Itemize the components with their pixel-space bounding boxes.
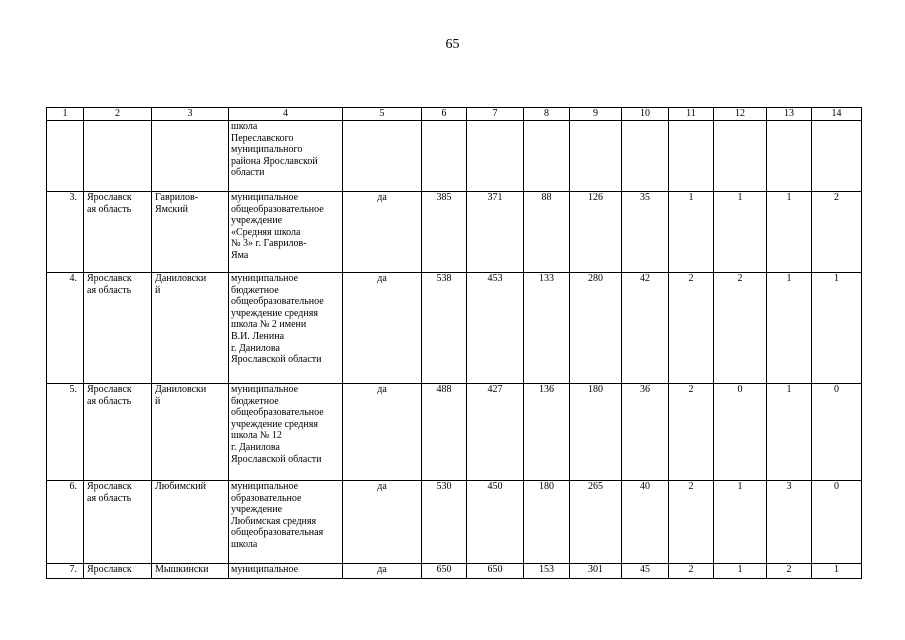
cell-col7: 453 [467,273,524,384]
cell-col13: 1 [767,273,812,384]
cell-flag: да [343,481,422,564]
cell-line: общеобразовательная [231,527,324,539]
cell-number: 5. [47,384,84,481]
cell-number: 3. [47,192,84,273]
cell-col6: 538 [422,273,467,384]
cell-col9: 280 [570,273,622,384]
cell-col11: 2 [669,564,714,579]
cell-line: Гаврилов- [155,192,199,203]
header-cell-2: 2 [84,108,152,121]
cell-line: г. Данилова [231,342,280,354]
cell-col11: 2 [669,384,714,481]
cell-line: образовательное [231,492,302,504]
cell-line: ая область [87,395,132,407]
cell-flag: да [343,384,422,481]
cell-line: «Средняя школа [231,226,301,238]
cell-col8: 88 [524,192,570,273]
cell-line: общеобразовательное [231,407,324,419]
header-cell-9: 9 [570,108,622,121]
cell-line: Ярославск [87,481,132,492]
page-number: 65 [445,37,460,52]
cell-name [229,481,343,564]
cell-col6 [422,121,467,192]
cell-line: ая область [87,492,132,504]
cell-line: муниципальное [231,273,299,284]
cell-number: 7. [47,564,84,579]
cell-line: школа [231,538,258,550]
cell-col7: 450 [467,481,524,564]
cell-number: 4. [47,273,84,384]
cell-col13: 1 [767,192,812,273]
cell-line: учреждение [231,504,283,516]
cell-district [152,273,229,384]
table-row [47,121,862,192]
cell-flag: да [343,564,422,579]
header-cell-10: 10 [622,108,669,121]
cell-col9: 301 [570,564,622,579]
header-cell-6: 6 [422,108,467,121]
cell-line: Даниловски [155,384,207,395]
table-row [47,192,862,273]
cell-line: муниципальное [231,192,299,203]
cell-district [152,564,229,579]
cell-col7: 427 [467,384,524,481]
cell-line: района Ярославской [231,155,318,167]
cell-line: № 3» г. Гаврилов- [231,238,307,250]
cell-col10: 35 [622,192,669,273]
cell-line: й [155,284,161,296]
cell-col6: 488 [422,384,467,481]
cell-name [229,564,343,579]
cell-col10: 36 [622,384,669,481]
cell-line: Ямский [155,203,188,215]
cell-line: Ярославск [87,273,132,284]
cell-region [84,192,152,273]
cell-name [229,384,343,481]
cell-col10 [622,121,669,192]
cell-col11 [669,121,714,192]
cell-col9: 180 [570,384,622,481]
cell-line: Мышкински [155,564,209,575]
header-cell-5: 5 [343,108,422,121]
cell-region [84,273,152,384]
cell-flag [343,121,422,192]
cell-col13: 3 [767,481,812,564]
cell-region [84,564,152,579]
table-row [47,273,862,384]
cell-col12: 1 [714,481,767,564]
header-cell-14: 14 [812,108,862,121]
cell-col12: 1 [714,192,767,273]
cell-col12: 2 [714,273,767,384]
cell-line: общеобразовательное [231,203,324,215]
cell-col11: 1 [669,192,714,273]
cell-line: школа № 12 [231,430,282,442]
header-row [47,108,862,121]
cell-col14: 0 [812,481,862,564]
cell-col9 [570,121,622,192]
cell-line: области [231,167,265,179]
cell-line: й [155,395,161,407]
cell-region [84,121,152,192]
cell-col8: 133 [524,273,570,384]
cell-line: школа [231,121,258,132]
cell-col6: 530 [422,481,467,564]
header-cell-13: 13 [767,108,812,121]
cell-line: Ярославской области [231,354,322,366]
header-cell-3: 3 [152,108,229,121]
cell-line: Ярославск [87,564,132,575]
cell-col9: 126 [570,192,622,273]
header-cell-11: 11 [669,108,714,121]
table-row [47,384,862,481]
cell-line: Переславского [231,132,294,144]
table-row [47,481,862,564]
cell-region [84,384,152,481]
cell-line: Яма [231,249,249,261]
cell-col8: 180 [524,481,570,564]
cell-region [84,481,152,564]
cell-name [229,192,343,273]
cell-col7 [467,121,524,192]
cell-line: ая область [87,284,132,296]
cell-line: Даниловски [155,273,207,284]
cell-col12: 1 [714,564,767,579]
cell-col9: 265 [570,481,622,564]
cell-col10: 40 [622,481,669,564]
cell-line: школа № 2 имени [231,319,307,331]
cell-col14: 1 [812,273,862,384]
cell-col8: 153 [524,564,570,579]
cell-col10: 42 [622,273,669,384]
cell-line: муниципальное [231,384,299,395]
header-cell-12: 12 [714,108,767,121]
cell-col14 [812,121,862,192]
cell-line: г. Данилова [231,441,280,453]
cell-col6: 650 [422,564,467,579]
cell-line: ая область [87,203,132,215]
cell-line: Любимская средняя [231,515,317,527]
cell-col13: 2 [767,564,812,579]
cell-col8: 136 [524,384,570,481]
cell-line: В.И. Ленина [231,330,285,342]
cell-district [152,192,229,273]
cell-col6: 385 [422,192,467,273]
cell-col13 [767,121,812,192]
cell-number: 6. [47,481,84,564]
cell-col10: 45 [622,564,669,579]
cell-line: муниципальное [231,564,299,575]
cell-col7: 371 [467,192,524,273]
cell-line: бюджетное [231,284,279,296]
cell-name [229,273,343,384]
cell-col14: 0 [812,384,862,481]
cell-line: бюджетное [231,395,279,407]
cell-col7: 650 [467,564,524,579]
cell-col14: 1 [812,564,862,579]
data-table [46,107,862,579]
cell-line: Любимский [155,481,207,492]
cell-number [47,121,84,192]
cell-col14: 2 [812,192,862,273]
cell-line: общеобразовательное [231,296,324,308]
cell-line: учреждение средняя [231,418,318,430]
header-cell-7: 7 [467,108,524,121]
cell-district [152,121,229,192]
cell-flag: да [343,192,422,273]
cell-line: Ярославской области [231,453,322,465]
table-row [47,564,862,579]
cell-col11: 2 [669,481,714,564]
cell-line: Ярославск [87,384,132,395]
cell-col13: 1 [767,384,812,481]
cell-flag: да [343,273,422,384]
cell-line: учреждение [231,215,283,227]
header-cell-4: 4 [229,108,343,121]
cell-col12: 0 [714,384,767,481]
cell-col12 [714,121,767,192]
header-cell-8: 8 [524,108,570,121]
cell-col11: 2 [669,273,714,384]
cell-col8 [524,121,570,192]
cell-line: муниципальное [231,481,299,492]
cell-line: Ярославск [87,192,132,203]
cell-name [229,121,343,192]
cell-line: учреждение средняя [231,307,318,319]
cell-district [152,481,229,564]
header-cell-1: 1 [47,108,84,121]
cell-district [152,384,229,481]
cell-line: муниципального [231,144,303,156]
